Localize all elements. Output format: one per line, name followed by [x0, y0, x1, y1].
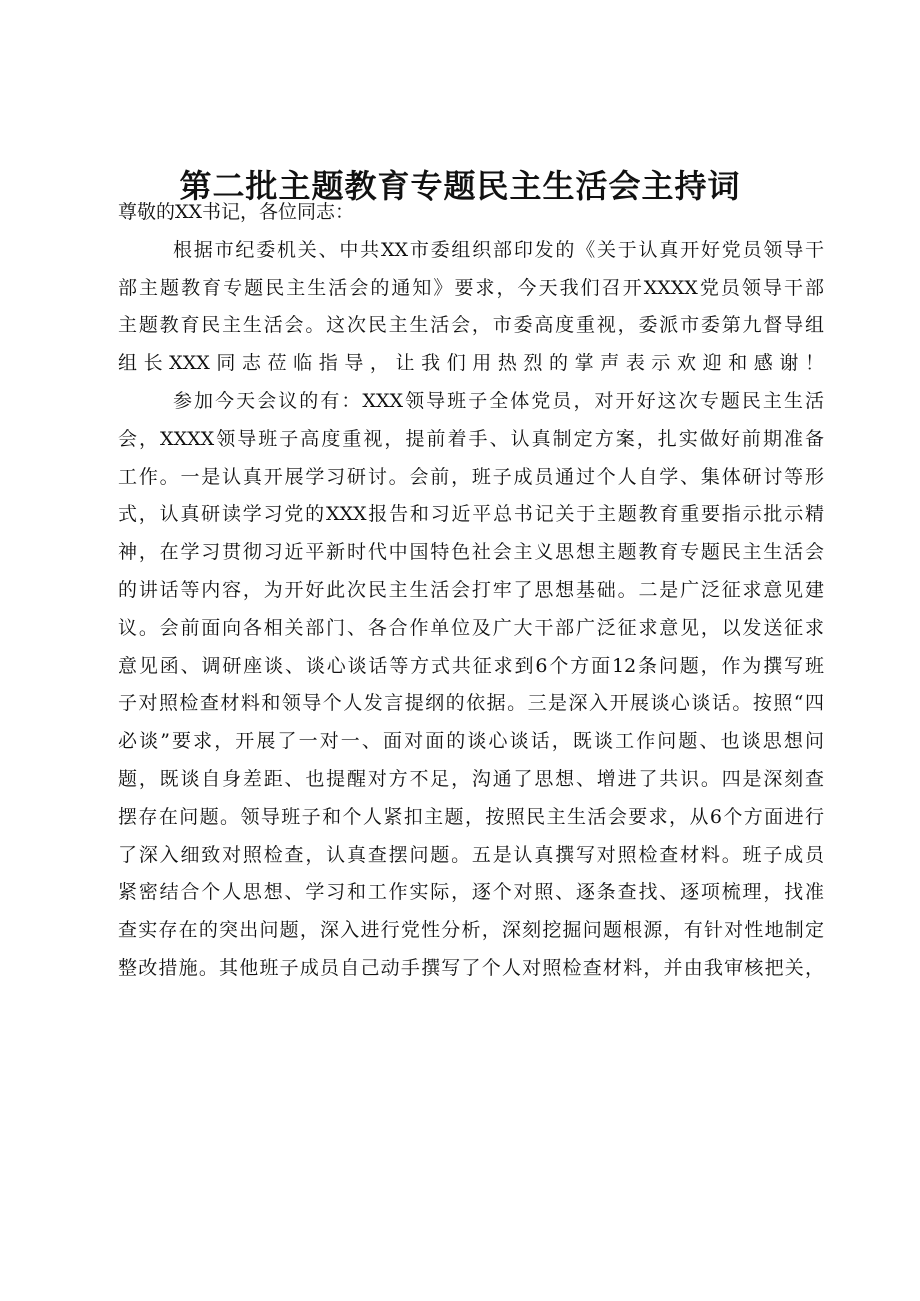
salutation: 尊敬的XX书记，各位同志： — [118, 201, 355, 223]
paragraph-2-line: 议。会前面向各相关部门、各合作单位及广大干部广泛征求意见，以发送征求 — [118, 616, 824, 639]
document-body — [118, 194, 824, 988]
paragraph-2-line: 式，认真研读学习党的XXX报告和习近平总书记关于主题教育重要指示批示精 — [118, 503, 824, 526]
paragraph-2-line: 工作。一是认真开展学习研讨。会前，班子成员通过个人自学、集体研讨等形 — [118, 465, 824, 488]
paragraph-1-line: 根据市纪委机关、中共XX市委组织部印发的《关于认真开好党员领导干 — [173, 238, 824, 261]
paragraph-2-line: 整改措施。其他班子成员自己动手撰写了个人对照检查材料，并由我审核把关， — [118, 956, 824, 979]
paragraph-2-line: 神，在学习贯彻习近平新时代中国特色社会主义思想主题教育专题民主生活会 — [118, 541, 824, 564]
paragraph-2-line: 查实存在的突出问题，深入进行党性分析，深刻挖掘问题根源，有针对性地制定 — [118, 919, 824, 942]
paragraph-1-line: 部主题教育专题民主生活会的通知》要求，今天我们召开XXXX党员领导干部 — [118, 276, 824, 299]
paragraph-2-line: 了深入细致对照检查，认真查摆问题。五是认真撰写对照检查材料。班子成员 — [118, 843, 824, 866]
paragraph-2-line: 题，既谈自身差距、也提醒对方不足，沟通了思想、增进了共识。四是深刻查 — [118, 767, 824, 790]
paragraph-2-line: 紧密结合个人思想、学习和工作实际，逐个对照、逐条查找、逐项梳理，找准 — [118, 881, 824, 904]
paragraph-2-line: 子对照检查材料和领导个人发言提纲的依据。三是深入开展谈心谈话。按照“四 — [118, 692, 824, 715]
paragraph-2-line: 意见函、调研座谈、谈心谈话等方式共征求到6个方面12条问题，作为撰写班 — [118, 654, 824, 677]
paragraph-2-line: 摆存在问题。领导班子和个人紧扣主题，按照民主生活会要求，从6个方面进行 — [118, 805, 824, 828]
paragraph-1-line: 组长XXX同志莅临指导，让我们用热烈的掌声表示欢迎和感谢！ — [118, 352, 824, 375]
document-title: 第二批主题教育专题民主生活会主持词 — [179, 167, 741, 205]
paragraph-1-line: 主题教育民主生活会。这次民主生活会，市委高度重视，委派市委第九督导组 — [118, 314, 824, 337]
paragraph-2-line: 的讲话等内容，为开好此次民主生活会打牢了思想基础。二是广泛征求意见建 — [118, 578, 824, 601]
paragraph-2-line: 参加今天会议的有：XXX领导班子全体党员，对开好这次专题民主生活 — [173, 389, 824, 412]
paragraph-2-line: 会，XXXX领导班子高度重视，提前着手、认真制定方案，扎实做好前期准备 — [118, 427, 824, 450]
paragraph-2-line: 必谈”要求，开展了一对一、面对面的谈心谈话，既谈工作问题、也谈思想问 — [118, 730, 824, 753]
